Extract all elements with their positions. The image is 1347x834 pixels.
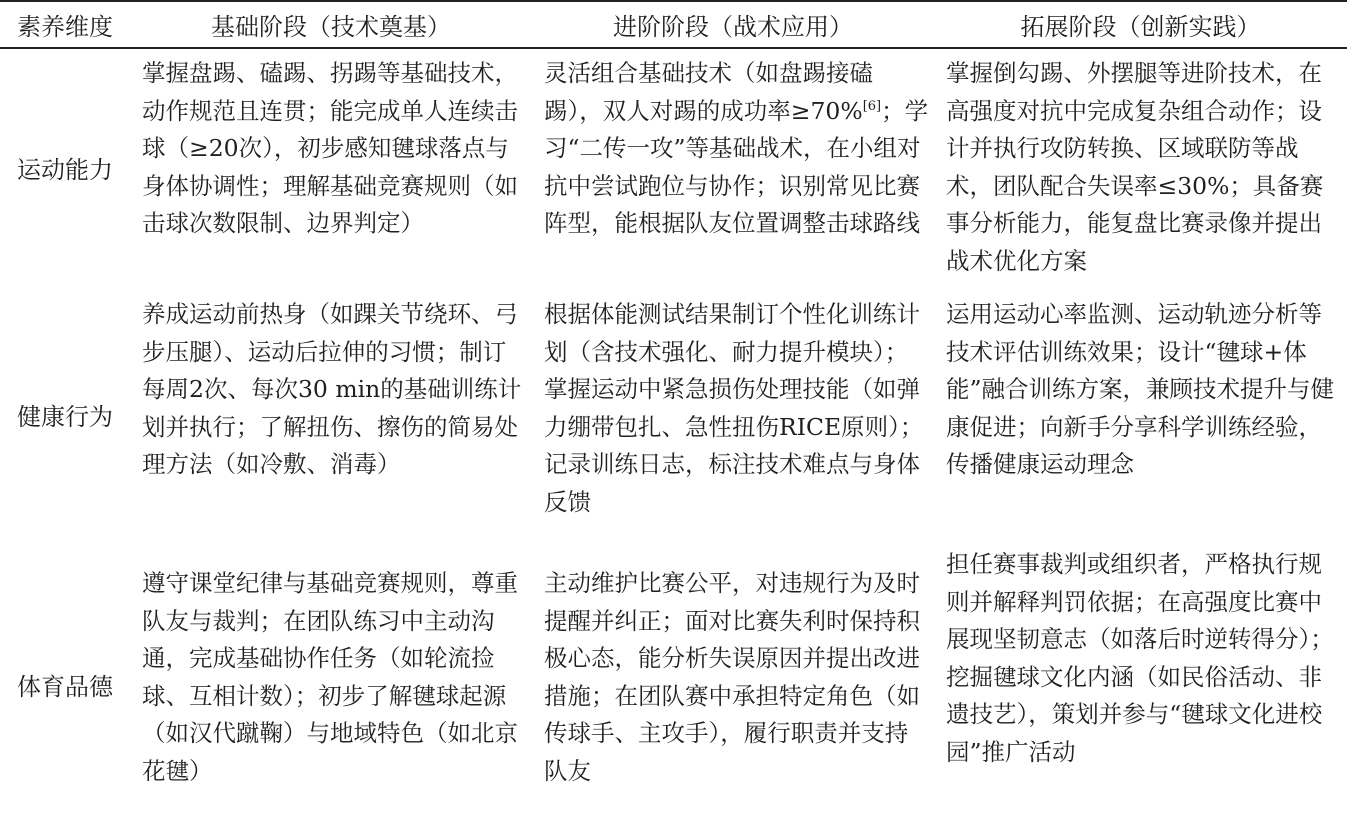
- extended-stage-cell: [934, 543, 1347, 833]
- table-header: [0, 1, 1347, 48]
- row-dimension-label: 体育品德: [17, 673, 113, 702]
- cell-text: 运用运动心率监测、运动轨迹分析等技术评估训练效果；设计“毽球+体能”融合训练方案，兼顾技术提升与健康促进；向新手分享科学训练经验，传播健康运动理念: [946, 300, 1335, 479]
- table-row: [0, 543, 1347, 833]
- row-dimension-label: 运动能力: [17, 156, 113, 185]
- header-extended-stage: 拓展阶段（创新实践）: [934, 1, 1347, 48]
- cell-text: 主动维护比赛公平，对违规行为及时提醒并纠正；面对比赛失利时保持积极心态，能分析失误原因并提出改进措施；在团队赛中承担特定角色（如传球手、主攻手），履行职责并支持队友: [544, 569, 920, 785]
- advanced-stage-cell: [532, 293, 934, 543]
- cell-text-part: ；学习“二传一攻”等基础战术，在小组对抗中尝试跑位与协作；识别常见比赛阵型，能根据队友位置调整击球路线: [544, 96, 929, 238]
- table-row: [0, 48, 1347, 293]
- cell-text: 掌握盘踢、磕踢、拐踢等基础技术，动作规范且连贯；能完成单人连续击球（≥20次），初步感知毽球落点与身体协调性；理解基础竞赛规则（如击球次数限制、边界判定）: [142, 59, 518, 238]
- table-body: [0, 48, 1347, 833]
- citation-marker: [6]: [862, 98, 882, 114]
- cell-text: 养成运动前热身（如踝关节绕环、弓步压腿）、运动后拉伸的习惯；制订每周2次、每次30 min的基础训练计划并执行；了解扭伤、擦伤的简易处理方法（如冷敷、消毒）: [142, 300, 522, 479]
- cell-text-part: 灵活组合基础技术（如盘踢接磕踢），双人对踢的成功率≥70%: [544, 59, 873, 125]
- cell-text: 遵守课堂纪律与基础竞赛规则，尊重队友与裁判；在团队练习中主动沟通，完成基础协作任务（如轮流捡球、互相计数）；初步了解毽球起源（如汉代蹴鞠）与地域特色（如北京花毽）: [142, 569, 518, 785]
- cell-text: 根据体能测试结果制订个性化训练计划（含技术强化、耐力提升模块）；掌握运动中紧急损伤处理技能（如弹力绷带包扎、急性扭伤RICE原则）；记录训练日志，标注技术难点与身体反馈: [544, 300, 924, 516]
- extended-stage-cell: [934, 48, 1347, 293]
- header-row: [0, 1, 1347, 48]
- basic-stage-cell: [130, 293, 532, 543]
- header-basic-stage: 基础阶段（技术奠基）: [130, 1, 532, 48]
- table-row: [0, 293, 1347, 543]
- basic-stage-cell: [130, 48, 532, 293]
- advanced-stage-cell: [532, 543, 934, 833]
- header-dimension: 素养维度: [0, 1, 130, 48]
- cell-text: 掌握倒勾踢、外摆腿等进阶技术，在高强度对抗中完成复杂组合动作；设计并执行攻防转换、区域联防等战术，团队配合失误率≤30%；具备赛事分析能力，能复盘比赛录像并提出战术优化方案: [946, 59, 1324, 275]
- cell-text: 担任赛事裁判或组织者，严格执行规则并解释判罚依据；在高强度比赛中展现坚韧意志（如落后时逆转得分）；挖掘毽球文化内涵（如民俗活动、非遗技艺），策划并参与“毽球文化进校园”推广活动: [946, 550, 1334, 766]
- cell-text: [544, 55, 930, 243]
- row-dimension-label: 健康行为: [17, 403, 113, 432]
- extended-stage-cell: [934, 293, 1347, 543]
- header-advanced-stage: 进阶阶段（战术应用）: [532, 1, 934, 48]
- advanced-stage-cell: [532, 48, 934, 293]
- basic-stage-cell: [130, 543, 532, 833]
